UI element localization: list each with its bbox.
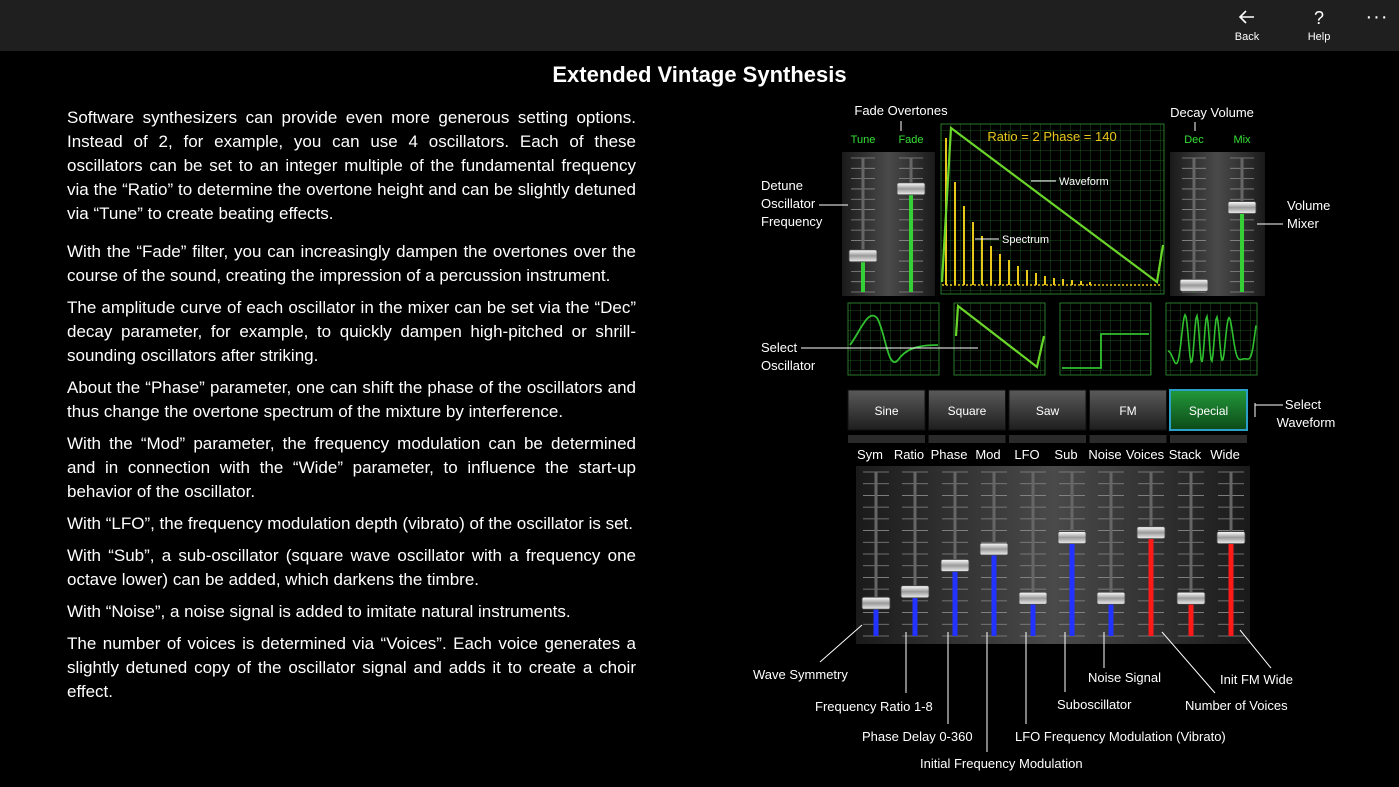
paragraph: About the “Phase” parameter, one can shift the phase of the oscillators and thus change the overtone spectrum of the mixture by interference.: [67, 378, 636, 421]
select-oscillator-label: Select: [761, 340, 798, 355]
slider-knob[interactable]: [1228, 202, 1256, 214]
paragraph: With the “Fade” filter, you can increasingly dampen the overtones over the course of the sound, creating the impression of a percussion instrument.: [67, 242, 636, 285]
slider-label-phase: Phase: [930, 447, 968, 462]
spectrum-label: Spectrum: [1002, 234, 1050, 246]
paragraph: Software synthesizers can provide even more generous setting options. Instead of 2, for example, you can use 4 oscillators. Each of these oscillators can be set to an integer multiple of the fundamental frequency via the “Ratio” to determine the overtone height and can be slightly detuned via “Tune” to create beating effects.: [67, 108, 636, 223]
select-waveform-label-2: Waveform: [1276, 415, 1336, 430]
waveform-button-label: FM: [1119, 404, 1137, 418]
slider-knob[interactable]: [901, 586, 929, 598]
back-button[interactable]: [1222, 8, 1272, 46]
slider-label-wide: Wide: [1210, 447, 1240, 462]
slider-knob[interactable]: [941, 559, 969, 571]
paragraph: With “Noise”, a noise signal is added to imitate natural instruments.: [67, 602, 571, 621]
oscillator-1-thumb[interactable]: [848, 303, 939, 375]
tune-fade-panel: [842, 152, 935, 296]
mix-label: Mix: [1233, 134, 1251, 146]
slider-knob[interactable]: [980, 543, 1008, 555]
slider-knob[interactable]: [1217, 532, 1245, 544]
oscillator-3-thumb[interactable]: [1060, 303, 1151, 375]
wave-symmetry-label: Wave Symmetry: [753, 667, 848, 682]
fade-overtones-label: Fade Overtones: [854, 103, 948, 118]
slider-knob[interactable]: [1019, 592, 1047, 604]
slider-knob[interactable]: [1180, 279, 1208, 291]
slider-label-lfo: LFO: [1014, 447, 1040, 462]
noise-signal-label: Noise Signal: [1088, 670, 1161, 685]
arrow-left-icon: [1222, 8, 1272, 28]
paragraph: The amplitude curve of each oscillator in the mixer can be set via the “Dec” decay parameter, for example, to quickly dampen high-pitched or shrill-sounding oscillators after striking.: [67, 298, 636, 365]
slider-knob[interactable]: [1137, 527, 1165, 539]
help-button[interactable]: [1294, 8, 1344, 46]
ratio-phase-readout: Ratio = 2 Phase = 140: [987, 129, 1117, 144]
more-dots-icon[interactable]: ···: [1365, 6, 1389, 28]
oscillator-4-thumb[interactable]: [1166, 303, 1257, 375]
fade-label: Fade: [898, 134, 924, 146]
slider-label-stack: Stack: [1168, 447, 1202, 462]
slider-knob[interactable]: [1177, 592, 1205, 604]
volume-mixer-label-2: Mixer: [1287, 216, 1319, 231]
suboscillator-label: Suboscillator: [1057, 697, 1132, 712]
waveform-button-label: Saw: [1035, 404, 1060, 418]
paragraph: With “Sub”, a sub-oscillator (square wave oscillator with a frequency one octave lower) can be added, which darkens the timbre.: [67, 546, 636, 589]
slider-label-noise: Noise: [1088, 447, 1122, 462]
slider-label-sym: Sym: [857, 447, 883, 462]
help-label: Help: [1307, 31, 1331, 43]
bottom-slider-labels: [857, 447, 1240, 462]
waveform-button-saw[interactable]: [1009, 390, 1086, 443]
synth-diagram: [745, 96, 1355, 781]
frequency-ratio-label: Frequency Ratio 1-8: [815, 699, 933, 714]
waveform-button-special[interactable]: [1170, 390, 1247, 443]
detune-label-3: Frequency: [761, 214, 823, 229]
detune-label: Detune: [761, 178, 803, 193]
paragraph: With the “Mod” parameter, the frequency modulation can be determined and in connection with the “Wide” parameter, to influence the start-up behavior of the oscillator.: [67, 434, 636, 501]
detune-label-2: Oscillator: [761, 196, 816, 211]
slider-knob[interactable]: [1058, 532, 1086, 544]
paragraph: The number of voices is determined via “Voices”. Each voice generates a slightly detuned copy of the oscillator signal and adds it to create a choir effect.: [67, 634, 636, 701]
decay-volume-label: Decay Volume: [1170, 105, 1254, 120]
volume-mixer-label: Volume: [1287, 198, 1331, 213]
top-app-bar: [0, 0, 1399, 51]
slider-label-ratio: Ratio: [893, 447, 925, 462]
waveform-button-label: Square: [947, 404, 987, 418]
oscillator-2-thumb[interactable]: [954, 303, 1045, 375]
lfo-fm-label: LFO Frequency Modulation (Vibrato): [1015, 729, 1226, 744]
tune-label: Tune: [850, 134, 876, 146]
back-label: Back: [1234, 31, 1260, 43]
slider-label-mod: Mod: [975, 447, 1001, 462]
slider-knob[interactable]: [849, 250, 877, 262]
number-of-voices-label: Number of Voices: [1185, 698, 1288, 713]
slider-label-sub: Sub: [1054, 447, 1078, 462]
waveform-button-sine[interactable]: [848, 390, 925, 443]
select-waveform-label: Select: [1284, 397, 1322, 412]
waveform-button-square[interactable]: [929, 390, 1006, 443]
dec-mix-panel: [1170, 152, 1265, 296]
phase-delay-label: Phase Delay 0-360: [862, 729, 973, 744]
waveform-button-label: Special: [1188, 404, 1229, 418]
page-title: Extended Vintage Synthesis: [552, 62, 847, 87]
slider-knob[interactable]: [862, 597, 890, 609]
init-fm-wide-label: Init FM Wide: [1220, 672, 1293, 687]
waveform-buttons: [848, 390, 1247, 443]
dec-label: Dec: [1184, 134, 1204, 146]
waveform-button-label: Sine: [874, 404, 899, 418]
slider-label-voices: Voices: [1125, 447, 1165, 462]
paragraph: With “LFO”, the frequency modulation depth (vibrato) of the oscillator is set.: [67, 514, 633, 533]
slider-knob[interactable]: [1097, 592, 1125, 604]
select-oscillator-label-2: Oscillator: [761, 358, 816, 373]
slider-knob[interactable]: [897, 183, 925, 195]
description-text: [67, 106, 636, 712]
waveform-button-fm[interactable]: [1090, 390, 1167, 443]
initial-fm-label: Initial Frequency Modulation: [920, 756, 1083, 771]
question-icon: ?: [1313, 8, 1324, 28]
waveform-label: Waveform: [1059, 176, 1109, 188]
